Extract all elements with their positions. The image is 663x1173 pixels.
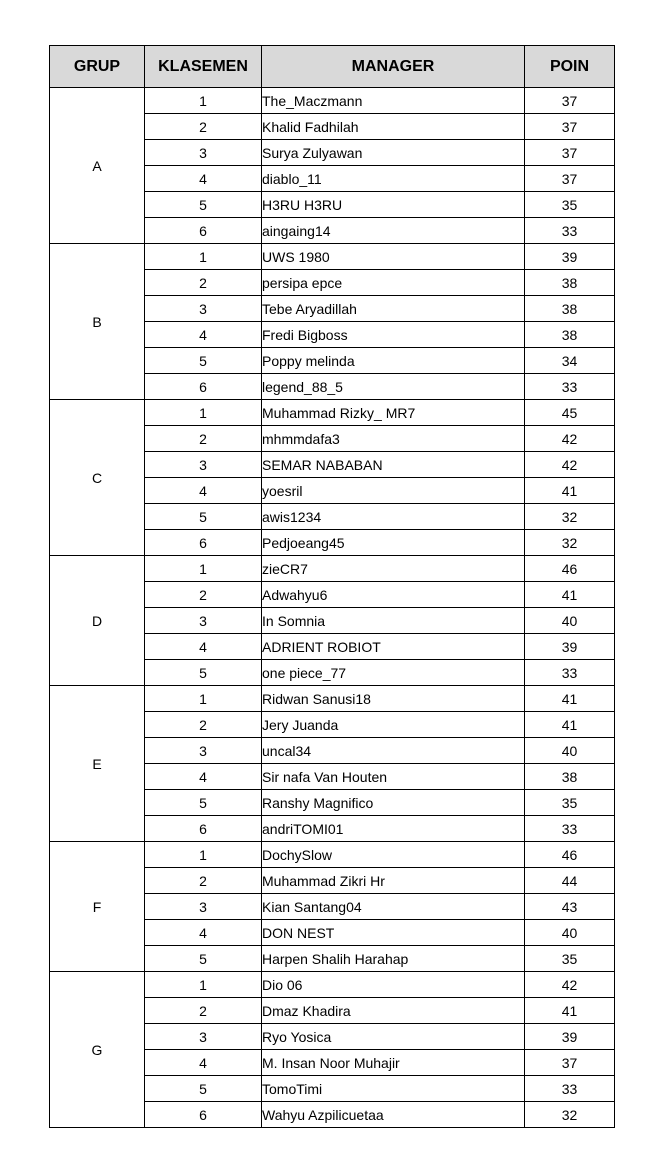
points-cell: 33 bbox=[525, 374, 615, 400]
group-label: C bbox=[50, 400, 145, 556]
column-header-poin: POIN bbox=[525, 46, 615, 88]
table-row bbox=[50, 244, 615, 270]
header-row bbox=[50, 46, 615, 88]
points-cell: 37 bbox=[525, 1050, 615, 1076]
points-cell: 39 bbox=[525, 244, 615, 270]
manager-name-cell: Fredi Bigboss bbox=[262, 322, 525, 348]
table-row bbox=[50, 842, 615, 868]
rank-cell: 5 bbox=[145, 192, 262, 218]
table-row bbox=[50, 972, 615, 998]
points-cell: 42 bbox=[525, 452, 615, 478]
manager-name-cell: andriTOMI01 bbox=[262, 816, 525, 842]
rank-cell: 1 bbox=[145, 972, 262, 998]
manager-name-cell: Wahyu Azpilicuetaa bbox=[262, 1102, 525, 1128]
points-cell: 38 bbox=[525, 296, 615, 322]
points-cell: 45 bbox=[525, 400, 615, 426]
rank-cell: 6 bbox=[145, 374, 262, 400]
manager-name-cell: persipa epce bbox=[262, 270, 525, 296]
rank-cell: 3 bbox=[145, 140, 262, 166]
rank-cell: 2 bbox=[145, 114, 262, 140]
points-cell: 44 bbox=[525, 868, 615, 894]
points-cell: 35 bbox=[525, 946, 615, 972]
rank-cell: 5 bbox=[145, 790, 262, 816]
points-cell: 38 bbox=[525, 764, 615, 790]
points-cell: 37 bbox=[525, 140, 615, 166]
rank-cell: 1 bbox=[145, 400, 262, 426]
manager-name-cell: uncal34 bbox=[262, 738, 525, 764]
table-body bbox=[50, 88, 615, 1128]
column-header-klasemen: KLASEMEN bbox=[145, 46, 262, 88]
manager-name-cell: mhmmdafa3 bbox=[262, 426, 525, 452]
manager-name-cell: TomoTimi bbox=[262, 1076, 525, 1102]
column-header-manager: MANAGER bbox=[262, 46, 525, 88]
table-row bbox=[50, 556, 615, 582]
rank-cell: 5 bbox=[145, 1076, 262, 1102]
rank-cell: 4 bbox=[145, 322, 262, 348]
manager-name-cell: Ryo Yosica bbox=[262, 1024, 525, 1050]
manager-name-cell: Sir nafa Van Houten bbox=[262, 764, 525, 790]
points-cell: 38 bbox=[525, 322, 615, 348]
rank-cell: 5 bbox=[145, 504, 262, 530]
manager-name-cell: Adwahyu6 bbox=[262, 582, 525, 608]
group-label: F bbox=[50, 842, 145, 972]
manager-name-cell: yoesril bbox=[262, 478, 525, 504]
points-cell: 34 bbox=[525, 348, 615, 374]
manager-name-cell: diablo_11 bbox=[262, 166, 525, 192]
manager-name-cell: The_Maczmann bbox=[262, 88, 525, 114]
rank-cell: 3 bbox=[145, 1024, 262, 1050]
manager-name-cell: aingaing14 bbox=[262, 218, 525, 244]
manager-name-cell: legend_88_5 bbox=[262, 374, 525, 400]
rank-cell: 6 bbox=[145, 218, 262, 244]
points-cell: 33 bbox=[525, 218, 615, 244]
manager-name-cell: SEMAR NABABAN bbox=[262, 452, 525, 478]
rank-cell: 1 bbox=[145, 88, 262, 114]
manager-name-cell: Dmaz Khadira bbox=[262, 998, 525, 1024]
rank-cell: 1 bbox=[145, 842, 262, 868]
rank-cell: 4 bbox=[145, 166, 262, 192]
rank-cell: 2 bbox=[145, 868, 262, 894]
manager-name-cell: ADRIENT ROBIOT bbox=[262, 634, 525, 660]
points-cell: 40 bbox=[525, 608, 615, 634]
manager-name-cell: UWS 1980 bbox=[262, 244, 525, 270]
points-cell: 35 bbox=[525, 790, 615, 816]
rank-cell: 1 bbox=[145, 556, 262, 582]
points-cell: 41 bbox=[525, 478, 615, 504]
rank-cell: 2 bbox=[145, 712, 262, 738]
points-cell: 39 bbox=[525, 1024, 615, 1050]
rank-cell: 2 bbox=[145, 998, 262, 1024]
rank-cell: 5 bbox=[145, 660, 262, 686]
points-cell: 37 bbox=[525, 88, 615, 114]
group-label: E bbox=[50, 686, 145, 842]
manager-name-cell: Muhammad Rizky_ MR7 bbox=[262, 400, 525, 426]
points-cell: 46 bbox=[525, 842, 615, 868]
manager-name-cell: Ridwan Sanusi18 bbox=[262, 686, 525, 712]
rank-cell: 3 bbox=[145, 738, 262, 764]
table-row bbox=[50, 88, 615, 114]
rank-cell: 2 bbox=[145, 426, 262, 452]
points-cell: 40 bbox=[525, 920, 615, 946]
points-cell: 32 bbox=[525, 504, 615, 530]
rank-cell: 1 bbox=[145, 244, 262, 270]
column-header-grup: GRUP bbox=[50, 46, 145, 88]
points-cell: 41 bbox=[525, 998, 615, 1024]
rank-cell: 4 bbox=[145, 634, 262, 660]
manager-name-cell: Tebe Aryadillah bbox=[262, 296, 525, 322]
standings-table bbox=[49, 45, 615, 1128]
manager-name-cell: Kian Santang04 bbox=[262, 894, 525, 920]
rank-cell: 5 bbox=[145, 348, 262, 374]
points-cell: 42 bbox=[525, 972, 615, 998]
points-cell: 41 bbox=[525, 582, 615, 608]
points-cell: 33 bbox=[525, 660, 615, 686]
manager-name-cell: DON NEST bbox=[262, 920, 525, 946]
manager-name-cell: awis1234 bbox=[262, 504, 525, 530]
group-label: B bbox=[50, 244, 145, 400]
rank-cell: 3 bbox=[145, 608, 262, 634]
rank-cell: 3 bbox=[145, 296, 262, 322]
manager-name-cell: Ranshy Magnifico bbox=[262, 790, 525, 816]
points-cell: 32 bbox=[525, 1102, 615, 1128]
points-cell: 38 bbox=[525, 270, 615, 296]
manager-name-cell: Muhammad Zikri Hr bbox=[262, 868, 525, 894]
points-cell: 35 bbox=[525, 192, 615, 218]
rank-cell: 3 bbox=[145, 452, 262, 478]
points-cell: 41 bbox=[525, 686, 615, 712]
rank-cell: 4 bbox=[145, 1050, 262, 1076]
points-cell: 46 bbox=[525, 556, 615, 582]
group-label: D bbox=[50, 556, 145, 686]
rank-cell: 2 bbox=[145, 582, 262, 608]
rank-cell: 6 bbox=[145, 816, 262, 842]
points-cell: 33 bbox=[525, 1076, 615, 1102]
points-cell: 41 bbox=[525, 712, 615, 738]
group-label: G bbox=[50, 972, 145, 1128]
manager-name-cell: Pedjoeang45 bbox=[262, 530, 525, 556]
rank-cell: 4 bbox=[145, 478, 262, 504]
manager-name-cell: M. Insan Noor Muhajir bbox=[262, 1050, 525, 1076]
table-row bbox=[50, 400, 615, 426]
manager-name-cell: Surya Zulyawan bbox=[262, 140, 525, 166]
manager-name-cell: Poppy melinda bbox=[262, 348, 525, 374]
manager-name-cell: zieCR7 bbox=[262, 556, 525, 582]
rank-cell: 2 bbox=[145, 270, 262, 296]
rank-cell: 4 bbox=[145, 920, 262, 946]
manager-name-cell: Jery Juanda bbox=[262, 712, 525, 738]
manager-name-cell: Khalid Fadhilah bbox=[262, 114, 525, 140]
rank-cell: 6 bbox=[145, 1102, 262, 1128]
rank-cell: 5 bbox=[145, 946, 262, 972]
points-cell: 39 bbox=[525, 634, 615, 660]
rank-cell: 1 bbox=[145, 686, 262, 712]
table-row bbox=[50, 686, 615, 712]
manager-name-cell: DochySlow bbox=[262, 842, 525, 868]
rank-cell: 6 bbox=[145, 530, 262, 556]
points-cell: 40 bbox=[525, 738, 615, 764]
manager-name-cell: Dio 06 bbox=[262, 972, 525, 998]
points-cell: 43 bbox=[525, 894, 615, 920]
points-cell: 37 bbox=[525, 114, 615, 140]
manager-name-cell: H3RU H3RU bbox=[262, 192, 525, 218]
rank-cell: 4 bbox=[145, 764, 262, 790]
table-header bbox=[50, 46, 615, 88]
points-cell: 37 bbox=[525, 166, 615, 192]
points-cell: 32 bbox=[525, 530, 615, 556]
points-cell: 42 bbox=[525, 426, 615, 452]
group-label: A bbox=[50, 88, 145, 244]
manager-name-cell: one piece_77 bbox=[262, 660, 525, 686]
points-cell: 33 bbox=[525, 816, 615, 842]
rank-cell: 3 bbox=[145, 894, 262, 920]
manager-name-cell: Harpen Shalih Harahap bbox=[262, 946, 525, 972]
manager-name-cell: In Somnia bbox=[262, 608, 525, 634]
